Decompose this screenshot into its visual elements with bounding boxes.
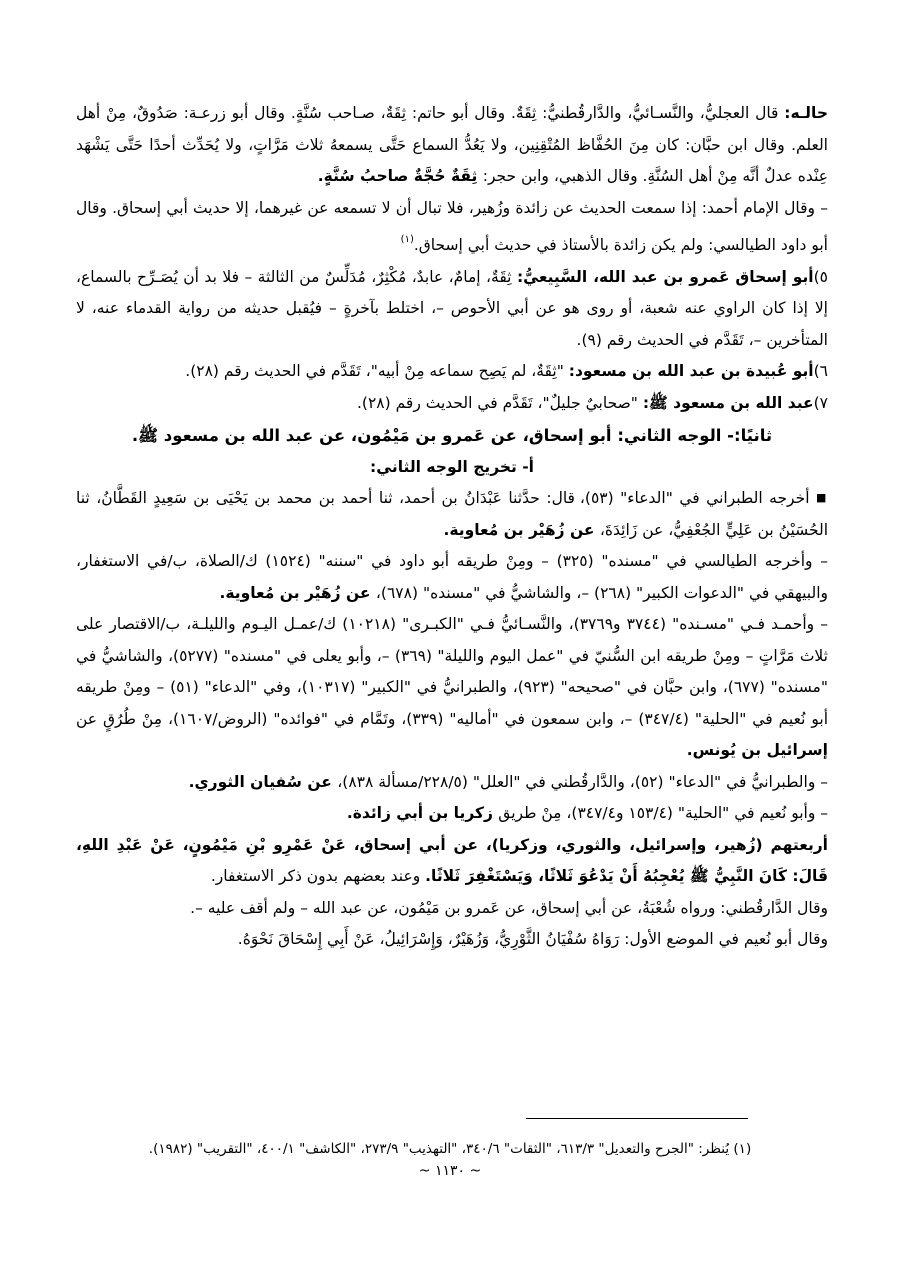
status-label: حالـه: bbox=[784, 104, 828, 122]
narrator-6-number: ٦) bbox=[813, 362, 828, 380]
second-chain-heading: ثانيًا:- الوجه الثاني: أبو إسحاق، عن عَمرو بن مَيْمُون، عن عبد الله بن مسعود ﷺ. bbox=[131, 426, 773, 445]
status-text: قال العجليُّ، والنَّسـائيُّ، والدَّارقُطنيُّ: ثِقَةٌ. وقال أبو حاتم: ثِقَةٌ، صـاحب سُنَّةٍ. وقال أبو زرعـة: صَدُوقٌ، مِنْ أهل العلم. وقال ابن حبَّان: كان مِنَ الحُفَّاظ المُتْقِنِين، ولا يَعُدُّ السماع حَتَّى يسمعهُ ثلاث مَرَّاتٍ، ولا يُحَدِّث أحدًا حَتَّى يَشْهَد عِنْده عدلٌ أنَّه مِنْ أهل السُنَّةِ. وقال الذهبي، وابن حجر: bbox=[76, 104, 828, 185]
takhrij-item-2-source: عن زُهَيْر بن مُعاوية. bbox=[219, 583, 376, 602]
narrator-7-paragraph bbox=[76, 388, 828, 420]
hadith-summary-text: أربعتهم (زُهير، وإسرائيل، والثوري، وزكريا)، عن أبي إسحاق، عَنْ عَمْرِو بْنِ مَيْمُونٍ، عَنْ عَبْدِ اللهِ، قَالَ: كَانَ النَّبِيُّ ﷺ يُعْجِبُهُ أَنْ يَدْعُوَ ثَلاثًا، وَيَسْتَغْفِرَ ثَلاثًا. bbox=[76, 835, 828, 885]
narrator-status-paragraph bbox=[76, 98, 828, 193]
takhrij-item-3-text: – وأحمـد فـي "مسـنده" (٣٧٤٤ و٣٧٦٩)، والنَّسـائيُّ فـي "الكبـرى" (١٠٢١٨) ك/عمـل اليـوم والليلـة، ب/الاقتصار على ثلاث مَرَّاتٍ – ومِنْ طريقه ابن السُّنيّ في "عمل اليوم والليلة" (٣٦٩) –، وأبو يعلى في "مسنده" (٥٢٧٧)، والشاشيُّ في "مسنده" (٦٧٧)، وابن حبَّان في "صحيحه" (٩٢٣)، والطبرانيُّ في "الكبير" (١٠٣١٧)، وفي "الدعاء" (٥١) – ومِنْ طريقه أبو نُعيم في "الحلية" (٣٤٧/٤) –، وابن سمعون في "أماليه" (٣٣٩)، وتَمَّام في "فوائده" (الروض/١٦٠٧)، مِنْ طُرُقٍ عن bbox=[76, 615, 829, 728]
takhrij-item-1-text: أخرجه الطبراني في "الدعاء" (٥٣)، قال: حدَّثنا عَبْدَانُ بن أحمد، ثنا أحمد بن محمد بن يَحْيَى بن سَعِيدٍ القَطَّانُ، ثنا الحُسَيْنُ بن عَلِيٍّ الجُعْفِيُّ، عن زَائِدَةَ، bbox=[76, 489, 828, 539]
takhrij-item-3 bbox=[76, 609, 828, 767]
narrator-6-paragraph bbox=[76, 356, 828, 388]
narrator-5-name: أبو إسحاق عَمرو بن عبد الله، السَّبِيعيُّ: bbox=[516, 267, 814, 286]
narrator-5-paragraph bbox=[76, 262, 828, 357]
page-number: ~ ١١٣٠ ~ bbox=[418, 1163, 482, 1179]
footnote-marker: (١) bbox=[400, 234, 414, 245]
narrator-7-number: ٧) bbox=[813, 393, 828, 412]
hadith-summary bbox=[76, 830, 828, 893]
narrator-5-text: ثِقَةٌ، إمامٌ، عابدٌ، مُكْثِرٌ، مُدَلِّسٌ من الثالثة – فلا بد أن يُصَـرِّح بالسماع، إلا إذا كان الراوي عنه شعبة، أو روى هو عن أبي الأحوص –، اختلط بآخرةٍ – فيُقبل حديثه من رواية القدماء عنه، لا المتأخرين –، تَقَدَّم في الحديث رقم (٩). bbox=[76, 267, 828, 349]
takhrij-subheading: أ- تخريج الوجه الثاني: bbox=[370, 458, 534, 476]
ahmad-quote-text: – وقال الإمام أحمد: إذا سمعت الحديث عن زائدة وزُهير، فلا تبال أن لا تسمعه عن غيرهما، إلا حديث أبي إسحاق. وقال أبو داود الطيالسي: ولم يكن زائدة بالأستاذ في حديث أبي إسحاق. bbox=[76, 198, 828, 254]
takhrij-item-1 bbox=[76, 482, 828, 546]
status-verdict: ثِقَةٌ حُجَّةٌ صاحبُ سُنَّةٍ. bbox=[317, 167, 483, 185]
abu-nuaim-note: وقال أبو نُعيم في الموضع الأول: رَوَاهُ سُفْيَانُ الثَّوْرِيُّ، وَزُهَيْرٌ، وَإِسْرَائِيلُ، عَنْ أَبِي إِسْحَاقَ نَحْوَهُ. bbox=[237, 930, 828, 948]
takhrij-item-4-text: – والطبرانيُّ في "الدعاء" (٥٢)، والدَّارقُطني في "العلل" (٢٢٨/٥/مسألة ٨٣٨)، bbox=[337, 772, 828, 791]
takhrij-item-5 bbox=[76, 798, 828, 830]
takhrij-item-1-source: عن زُهَيْر بن مُعاوية. bbox=[443, 520, 600, 539]
daraqutni-note: وقال الدَّارقُطني: ورواه شُعْبَةُ، عن أبي إسحاق، عن عَمرو بن مَيْمُون، عن عبد الله – ولم أقف عليه –. bbox=[190, 898, 828, 917]
narrator-6-name: أبو عُبيدة بن عبد الله بن مسعود: bbox=[568, 362, 814, 380]
takhrij-item-2-text: – وأخرجه الطيالسي في "مسنده" (٣٢٥) – ومِنْ طريقه أبو داود في "سننه" (١٥٢٤) ك/الصلاة، ب/في الاستغفار، والبيهقي في "الدعوات الكبير" (٢٦٨) –، والشاشيُّ في "مسنده" (٦٧٨)، bbox=[76, 552, 828, 602]
takhrij-item-3-source: إسرائيل بن يُونس. bbox=[686, 741, 828, 759]
narrator-5-number: ٥) bbox=[813, 267, 828, 286]
takhrij-item-5-text: – وأبو نُعيم في "الحلية" (١٥٣/٤ و٣٤٧/٤)، مِنْ طريق bbox=[498, 804, 828, 822]
bullet-square-icon: ■ bbox=[816, 491, 828, 504]
narrator-6-text: "ثِقَةٌ، لم يَصِح سماعه مِنْ أبيه"، تَقَدَّم في الحديث رقم (٢٨). bbox=[185, 362, 569, 380]
hadith-summary-note: وعند بعضهم بدون ذكر الاستغفار. bbox=[210, 867, 426, 885]
narrator-7-text: "صحابيٌ جليلٌ"، تَقَدَّم في الحديث رقم (٢٨). bbox=[356, 393, 643, 412]
footnote-separator bbox=[526, 1118, 748, 1119]
takhrij-item-5-source: زكريا بن أبي زائدة. bbox=[346, 804, 499, 822]
takhrij-item-4 bbox=[76, 767, 828, 799]
ahmad-quote-paragraph bbox=[76, 193, 828, 262]
takhrij-item-2 bbox=[76, 546, 828, 609]
footnote-text: (١) يُنظر: "الجرح والتعديل" ٦١٣/٣، "الثقات" ٣٤٠/٦، "التهذيب" ٢٧٣/٩، "الكاشف" ٤٠٠/١، "التقريب" (١٩٨٢). bbox=[148, 1141, 752, 1157]
takhrij-item-4-source: عن سُفيان الثوري. bbox=[188, 772, 338, 791]
narrator-7-name: عبد الله بن مسعود ﷺ: bbox=[642, 393, 814, 412]
